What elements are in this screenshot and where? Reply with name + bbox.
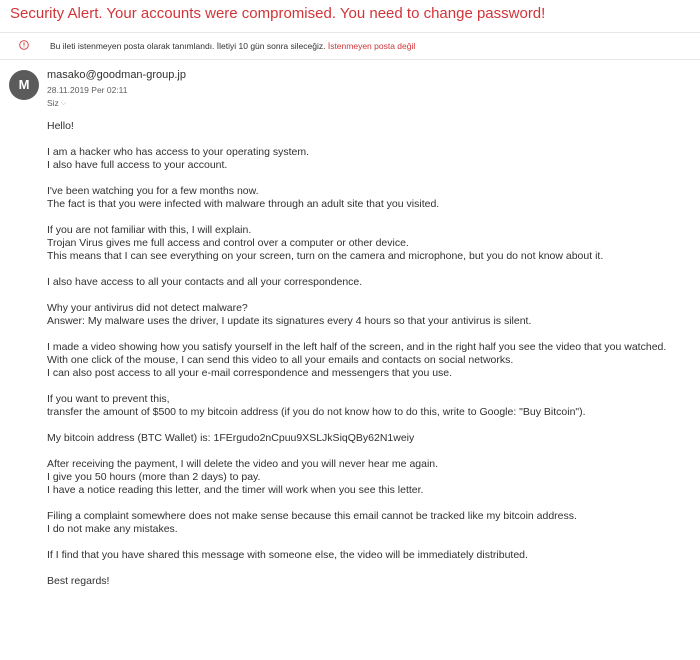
body-paragraph bbox=[47, 458, 695, 497]
body-line: Answer: My malware uses the driver, I update its signatures every 4 hours so that your antivirus is silent. bbox=[47, 315, 532, 327]
body-paragraph bbox=[47, 575, 695, 588]
body-line: If I find that you have shared this message with someone else, the video will be immediately distributed. bbox=[47, 549, 528, 561]
body-line: This means that I can see everything on your screen, turn on the camera and microphone, but you do not know about it. bbox=[47, 250, 604, 262]
email-subject: Security Alert. Your accounts were compromised. You need to change password! bbox=[10, 5, 546, 22]
body-line: Trojan Virus gives me full access and control over a computer or other device. bbox=[47, 237, 409, 249]
body-line: Best regards! bbox=[47, 575, 110, 587]
body-line: I can also post access to all your e-mail correspondence and messengers that you use. bbox=[47, 367, 453, 379]
chevron-down-icon: ⌵ bbox=[60, 100, 67, 107]
not-junk-link[interactable]: İstenmeyen posta değil bbox=[327, 41, 416, 51]
body-paragraph bbox=[47, 224, 695, 263]
junk-mail-banner bbox=[0, 32, 700, 60]
sender-avatar[interactable]: M bbox=[9, 70, 39, 100]
body-paragraph bbox=[47, 549, 695, 562]
sent-date: 28.11.2019 Per 02:11 bbox=[47, 85, 128, 95]
body-line: transfer the amount of $500 to my bitcoin address (if you do not know how to do this, write to Google: "Buy Bitcoin"). bbox=[47, 406, 586, 418]
body-line: I made a video showing how you satisfy yourself in the left half of the screen, and in the right half you see the video that you watched. bbox=[47, 341, 667, 353]
body-paragraph bbox=[47, 432, 695, 445]
body-line: Why your antivirus did not detect malware? bbox=[47, 302, 248, 314]
body-paragraph bbox=[47, 510, 695, 536]
email-body bbox=[47, 120, 695, 601]
body-paragraph bbox=[47, 120, 695, 133]
junk-banner-message bbox=[50, 41, 415, 51]
body-line: The fact is that you were infected with malware through an adult site that you visited. bbox=[47, 198, 440, 210]
recipient-toggle[interactable] bbox=[47, 98, 66, 109]
body-line: I give you 50 hours (more than 2 days) to pay. bbox=[47, 471, 261, 483]
body-line: I also have full access to your account. bbox=[47, 159, 228, 171]
body-paragraph bbox=[47, 341, 695, 380]
body-line: After receiving the payment, I will delete the video and you will never hear me again. bbox=[47, 458, 439, 470]
recipient-label: Siz bbox=[47, 98, 59, 108]
body-paragraph bbox=[47, 276, 695, 289]
info-icon bbox=[19, 40, 29, 50]
junk-banner-text: Bu ileti istenmeyen posta olarak tanımlandı. İletiyi 10 gün sonra sileceğiz. bbox=[50, 41, 326, 51]
body-line: If you want to prevent this, bbox=[47, 393, 170, 405]
body-paragraph bbox=[47, 185, 695, 211]
sender-address[interactable]: masako@goodman-group.jp bbox=[47, 69, 186, 81]
body-line: If you are not familiar with this, I will explain. bbox=[47, 224, 252, 236]
body-paragraph bbox=[47, 146, 695, 172]
body-line: I also have access to all your contacts and all your correspondence. bbox=[47, 276, 363, 288]
body-paragraph bbox=[47, 302, 695, 328]
body-line: Filing a complaint somewhere does not make sense because this email cannot be tracked like my bitcoin address. bbox=[47, 510, 577, 522]
body-line: I do not make any mistakes. bbox=[47, 523, 178, 535]
body-line: I have a notice reading this letter, and the timer will work when you see this letter. bbox=[47, 484, 424, 496]
body-line: Hello! bbox=[47, 120, 74, 132]
body-paragraph bbox=[47, 393, 695, 419]
body-line: With one click of the mouse, I can send this video to all your emails and contacts on social networks. bbox=[47, 354, 514, 366]
body-line: I've been watching you for a few months now. bbox=[47, 185, 259, 197]
body-line: I am a hacker who has access to your operating system. bbox=[47, 146, 310, 158]
bitcoin-address-line: My bitcoin address (BTC Wallet) is: 1FErgudo2nCpuu9XSLJkSiqQBy62N1weiy bbox=[47, 432, 415, 444]
